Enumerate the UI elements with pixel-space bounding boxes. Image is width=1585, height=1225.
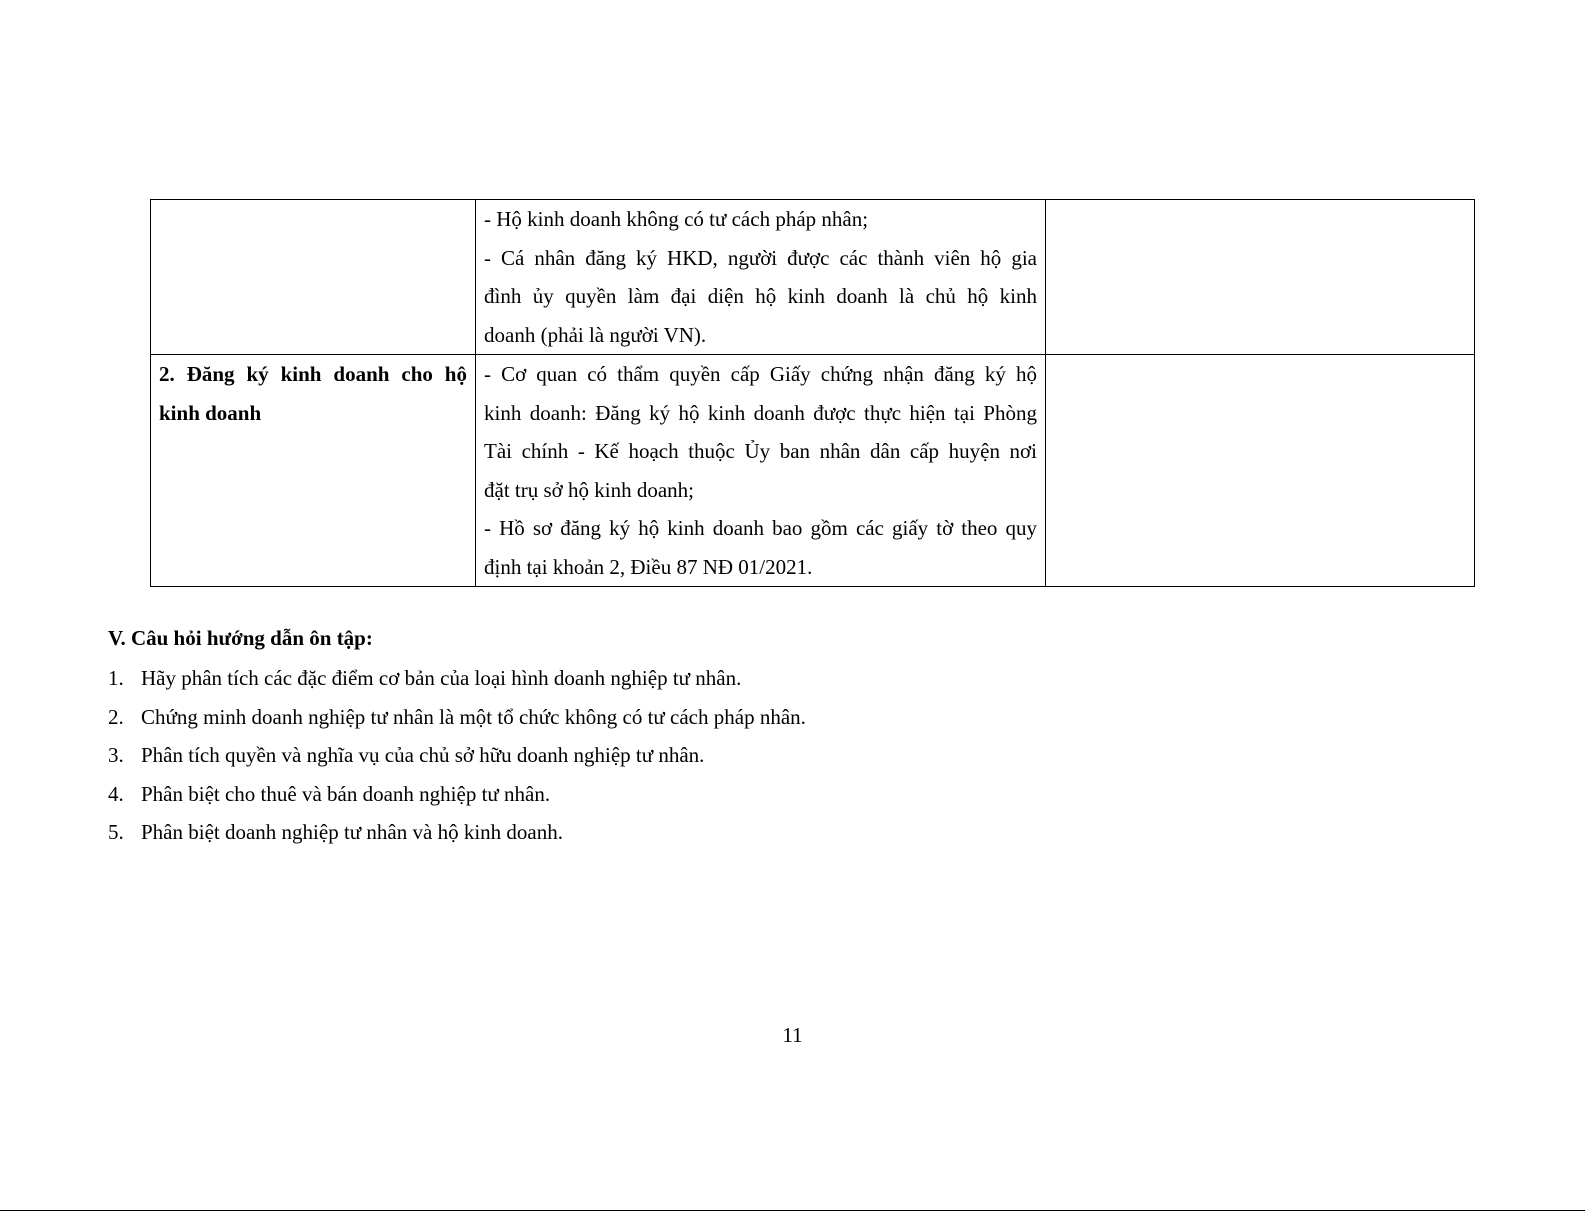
table-cell-notes [1046,200,1475,355]
table-cell-notes [1046,355,1475,587]
list-item-text: Hãy phân tích các đặc điểm cơ bản của loại hình doanh nghiệp tư nhân. [141,666,742,690]
table-cell-content [476,200,1046,355]
cell-line: kinh doanh: Đăng ký hộ kinh doanh được thực hiện tại Phòng [484,400,1037,425]
content-table [150,199,1475,587]
page-edge-divider [0,1210,1585,1211]
cell-line: - Hộ kinh doanh không có tư cách pháp nhân; [484,207,869,231]
list-item-text: Phân biệt cho thuê và bán doanh nghiệp tư nhân. [141,781,551,806]
table-cell-topic [151,200,476,355]
list-item [108,659,1408,698]
list-item [108,698,1408,737]
table-cell-content [476,355,1046,587]
list-item [108,813,1408,852]
list-item-text: Chứng minh doanh nghiệp tư nhân là một tổ chức không có tư cách pháp nhân. [141,704,806,729]
list-item-number: 4. [108,781,124,806]
section-title: V. Câu hỏi hướng dẫn ôn tập: [108,626,373,650]
cell-line: - Cá nhân đăng ký HKD, người được các thành viên hộ gia [484,245,1037,270]
cell-line: đình ủy quyền làm đại diện hộ kinh doanh là chủ hộ kinh [484,284,1037,308]
list-item-number: 1. [108,666,124,690]
cell-line: doanh (phải là người VN). [484,322,707,347]
cell-line: đặt trụ sở hộ kinh doanh; [484,477,694,502]
table-cell-topic [151,355,476,587]
cell-line: - Hồ sơ đăng ký hộ kinh doanh bao gồm các giấy tờ theo quy [484,516,1037,540]
table-row [151,200,1475,355]
cell-line: - Cơ quan có thẩm quyền cấp Giấy chứng nhận đăng ký hộ [484,362,1037,386]
question-list [108,659,1408,852]
list-item-number: 3. [108,743,124,767]
cell-line: định tại khoản 2, Điều 87 NĐ 01/2021. [484,554,813,579]
list-item [108,736,1408,775]
list-item-text: Phân tích quyền và nghĩa vụ của chủ sở hữu doanh nghiệp tư nhân. [141,743,705,767]
cell-line: Tài chính - Kế hoạch thuộc Ủy ban nhân dân cấp huyện nơi [484,439,1037,463]
table-row [151,355,1475,587]
cell-heading-line: kinh doanh [159,400,262,425]
page-number: 11 [782,1023,803,1047]
list-item-number: 2. [108,704,124,729]
list-item-text: Phân biệt doanh nghiệp tư nhân và hộ kinh doanh. [141,820,563,844]
cell-heading-line: 2. Đăng ký kinh doanh cho hộ [159,362,467,386]
list-item-number: 5. [108,820,124,844]
list-item [108,775,1408,814]
